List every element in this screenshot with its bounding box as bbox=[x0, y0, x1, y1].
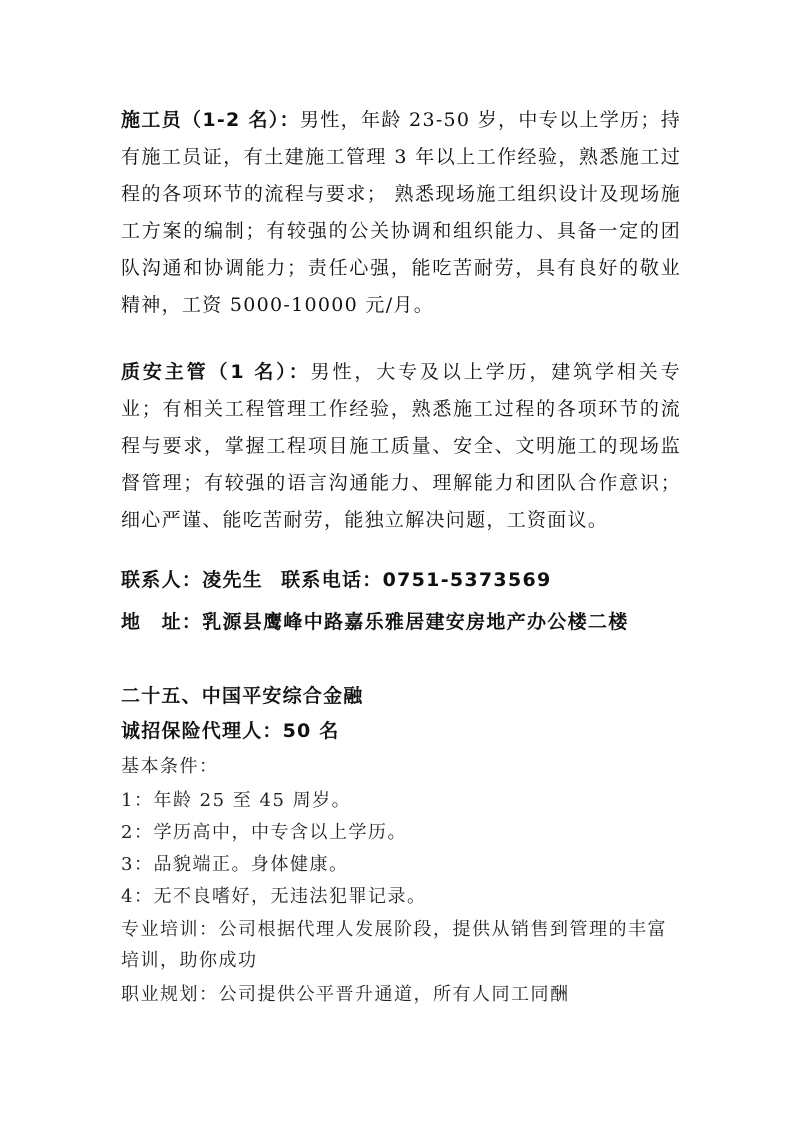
job-construction-worker bbox=[121, 102, 681, 324]
job-title: 质安主管（1 名）： bbox=[121, 361, 311, 383]
condition-item: 4：无不良嗜好，无违法犯罪记录。 bbox=[121, 886, 427, 907]
contact-person: 联系人：凌先生 bbox=[121, 569, 264, 591]
job-description: 男性，年龄 23-50 岁，中专以上学历；持有施工员证，有土建施工管理 3 年以上工作经验，熟悉施工过程的各项环节的流程与要求； 熟悉现场施工组织设计及现场施工方案的编制；有较强的公关协调和组织能力、具备一定的团队沟通和协调能力；责任心强，能吃苦耐劳，具有良好的敬业精神，工资 5000-10000 元/月。 bbox=[121, 109, 681, 316]
condition-item: 1：年龄 25 至 45 周岁。 bbox=[121, 790, 352, 811]
address-line bbox=[121, 604, 701, 641]
contact-line bbox=[121, 562, 701, 599]
section-title: 二十五、中国平安综合金融 bbox=[121, 685, 364, 707]
recruit-heading: 诚招保险代理人：50 名 bbox=[121, 720, 340, 742]
job-quality-safety-manager bbox=[121, 354, 681, 539]
address-label: 地 址： bbox=[121, 611, 203, 633]
contact-phone: 联系电话：0751-5373569 bbox=[281, 569, 552, 591]
job-description: 男性，大专及以上学历，建筑学相关专业；有相关工程管理工作经验，熟悉施工过程的各项环节的流程与要求，掌握工程项目施工质量、安全、文明施工的现场监督管理；有较强的语言沟通能力、理解能力和团队合作意识；细心严谨、能吃苦耐劳，能独立解决问题，工资面议。 bbox=[121, 361, 681, 531]
condition-item: 3：品貌端正。身体健康。 bbox=[121, 854, 349, 875]
address-value: 乳源县鹰峰中路嘉乐雅居建安房地产办公楼二楼 bbox=[202, 611, 629, 633]
training-paragraph: 专业培训：公司根据代理人发展阶段，提供从销售到管理的丰富培训，助你成功 bbox=[121, 919, 667, 971]
job-title: 施工员（1-2 名）： bbox=[121, 109, 301, 131]
basic-conditions-title: 基本条件： bbox=[121, 756, 219, 777]
condition-item: 2：学历高中，中专含以上学历。 bbox=[121, 822, 407, 843]
career-paragraph: 职业规划：公司提供公平晋升通道，所有人同工同酬 bbox=[121, 984, 570, 1005]
